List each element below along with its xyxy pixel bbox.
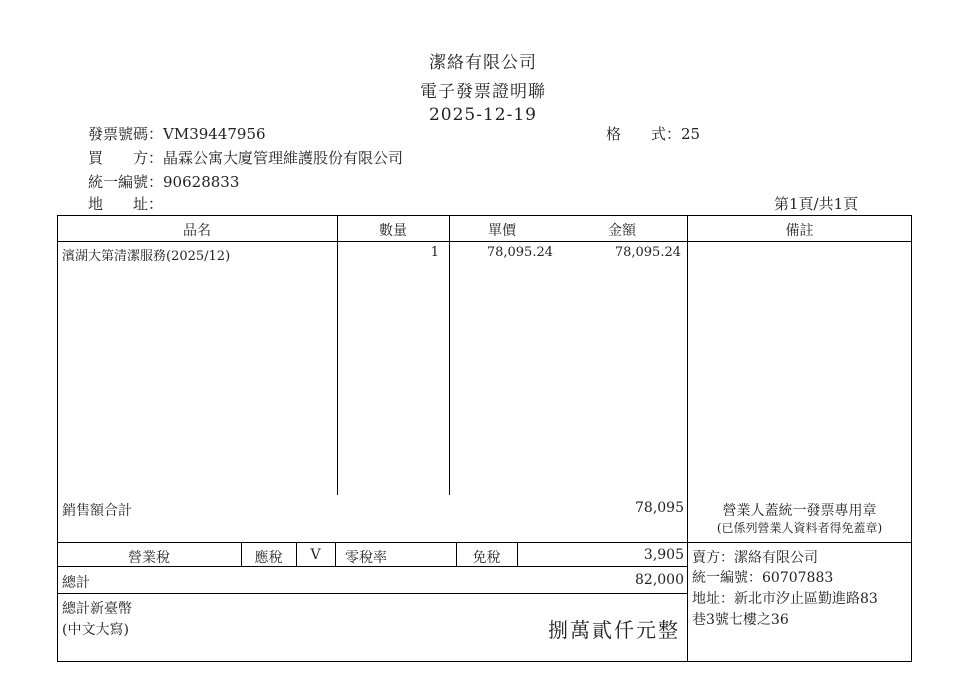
row-qty: 1 <box>430 245 439 260</box>
header-remark: 備註 <box>785 223 814 239</box>
buyer-address-label: 地 址： <box>88 195 164 213</box>
tax-taxable-label: 應稅 <box>254 550 283 566</box>
table-border-right <box>911 215 912 662</box>
tax-cell-divider-5 <box>517 542 518 567</box>
sales-total-label: 銷售額合計 <box>62 503 132 519</box>
tax-taxable-mark: V <box>310 547 321 563</box>
remark-column-divider <box>687 215 688 662</box>
seller-tax-id: 統一編號：60707883 <box>692 570 834 586</box>
amount-in-words: 捌萬貳仟元整 <box>548 618 680 642</box>
header-unit-price: 單價 <box>488 223 516 239</box>
row-item: 濱湖大第清潔服務(2025/12) <box>62 249 231 264</box>
words-label-line1: 總計新臺幣 <box>62 601 132 617</box>
total-row-bottom-divider <box>57 593 688 594</box>
seller-name: 賣方：潔絡有限公司 <box>692 550 818 566</box>
invoice-number: VM39447956 <box>163 125 266 143</box>
stamp-note-subtitle: (已係列營業人資料者得免蓋章) <box>716 521 883 535</box>
table-border-bottom <box>57 661 912 662</box>
stamp-note-title: 營業人蓋統一發票專用章 <box>722 503 877 519</box>
page-indicator: 第1頁/共1頁 <box>774 195 859 213</box>
format-row <box>606 123 700 144</box>
invoice-number-label: 發票號碼： <box>88 125 164 143</box>
seller-address-line1: 地址：新北市汐止區勤進路83 <box>692 591 878 607</box>
tax-cell-divider-3 <box>335 542 336 567</box>
invoice-date: 2025-12-19 <box>428 105 537 125</box>
buyer-address-row <box>88 193 163 214</box>
table-border-left <box>57 215 58 662</box>
total-label: 總計 <box>62 575 90 591</box>
buyer-tax-id-label: 統一編號： <box>88 173 164 191</box>
header-item: 品名 <box>183 223 211 239</box>
format-value: 25 <box>681 125 701 143</box>
buyer-tax-id-row <box>88 171 239 192</box>
table-border-top <box>57 215 912 216</box>
seller-address-line2: 巷3號七樓之36 <box>692 612 789 628</box>
tax-zero-rate-label: 零稅率 <box>345 550 387 566</box>
words-label-line2: (中文大寫) <box>62 622 129 638</box>
header-row-divider <box>57 241 912 242</box>
tax-row-top-divider <box>57 542 912 543</box>
tax-exempt-label: 免稅 <box>472 550 501 566</box>
header-qty: 數量 <box>379 223 407 239</box>
buyer-label: 買 方： <box>88 149 164 167</box>
invoice-number-row <box>88 123 266 144</box>
format-label: 格 式： <box>606 125 682 143</box>
header-amount: 金額 <box>608 223 636 239</box>
company-title: 潔絡有限公司 <box>429 53 537 73</box>
buyer-tax-id: 90628833 <box>163 173 240 191</box>
sales-total-value: 78,095 <box>635 500 684 516</box>
buyer-name: 晶霖公寓大廈管理維護股份有限公司 <box>163 149 404 167</box>
document-title: 電子發票證明聯 <box>420 82 546 102</box>
row-amount: 78,095.24 <box>614 245 681 260</box>
row-unit-price: 78,095.24 <box>486 245 553 260</box>
buyer-row <box>88 147 403 168</box>
tax-amount: 3,905 <box>643 547 684 563</box>
total-value: 82,000 <box>635 572 684 588</box>
tax-label: 營業稅 <box>128 550 170 566</box>
